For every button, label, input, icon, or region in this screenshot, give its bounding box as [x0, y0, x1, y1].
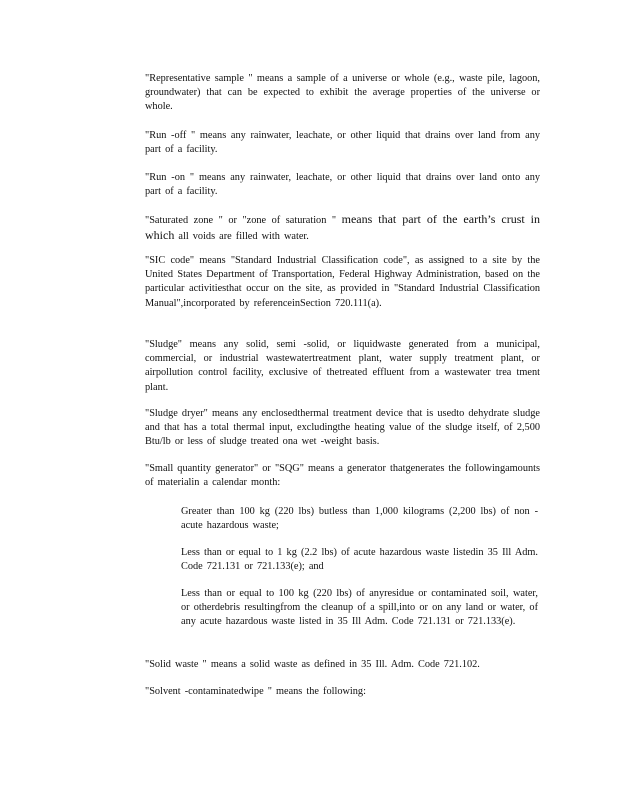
saturated-zone-definition-start: means that part of the earth’s crust in which [145, 212, 540, 243]
sqg-item-3: Less than or equal to 100 kg (220 lbs) of anyresidue or contaminated soil, water, or otherdebris resultingfrom the cleanup of a spill,into or on any land or water, of any acute hazardous waste listed in 35 Ill Adm. Code 721.131 or 721.133(e). [181, 588, 538, 628]
sqg-item-1: Greater than 100 kg (220 lbs) butless than 1,000 kilograms (2,200 lbs) of non -acute hazardous waste; [181, 506, 538, 532]
saturated-zone-definition-end: all voids are filled with water. [174, 231, 309, 243]
definition-run-on: "Run -on " means any rainwater, leachate, or other liquid that drains over land onto any part of a facility. [145, 172, 540, 198]
sqg-item-2: Less than or equal to 1 kg (2.2 lbs) of acute hazardous waste listedin 35 Ill Adm. Code 721.131 or 721.133(e); and [181, 547, 538, 573]
definition-sludge-dryer: "Sludge dryer" means any enclosedthermal treatment device that is usedto dehydrate sludge and that has a total thermal input, excludingthe heating value of the sludge itself, of 2,500 Btu/lb or less of sludge treated ona wet -weight basis. [145, 408, 540, 448]
definition-solid-waste: "Solid waste " means a solid waste as defined in 35 Ill. Adm. Code 721.102. [145, 659, 480, 670]
definition-representative-sample: "Representative sample " means a sample of a universe or whole (e.g., waste pile, lagoon, groundwater) that can be expected to exhibit the average properties of the universe or whole. [145, 73, 540, 113]
definition-small-quantity-generator: "Small quantity generator" or "SQG" means a generator thatgenerates the followingamounts of materialin a calendar month: [145, 463, 540, 489]
definition-saturated-zone [145, 212, 540, 244]
definition-run-off: "Run -off " means any rainwater, leachate, or other liquid that drains over land from any part of a facility. [145, 130, 540, 156]
definition-solvent-contaminated-wipe: "Solvent -contaminatedwipe " means the following: [145, 686, 366, 697]
definition-sic-code: "SIC code" means "Standard Industrial Classification code", as assigned to a site by the United States Department of Transportation, Federal Highway Administration, based on the particular activitiesthat occur on the site, as provided in "Standard Industrial Classification Manual",incorporated by referenceinSection 720.111(a). [145, 255, 540, 309]
saturated-zone-term: "Saturated zone " or "zone of saturation " [145, 215, 342, 226]
definition-sludge: "Sludge" means any solid, semi -solid, or liquidwaste generated from a municipal, commercial, or industrial wastewatertreatment plant, water supply treatment plant, or airpollution control facility, exclusive of thetreated effluent from a wastewater trea tment plant. [145, 339, 540, 393]
